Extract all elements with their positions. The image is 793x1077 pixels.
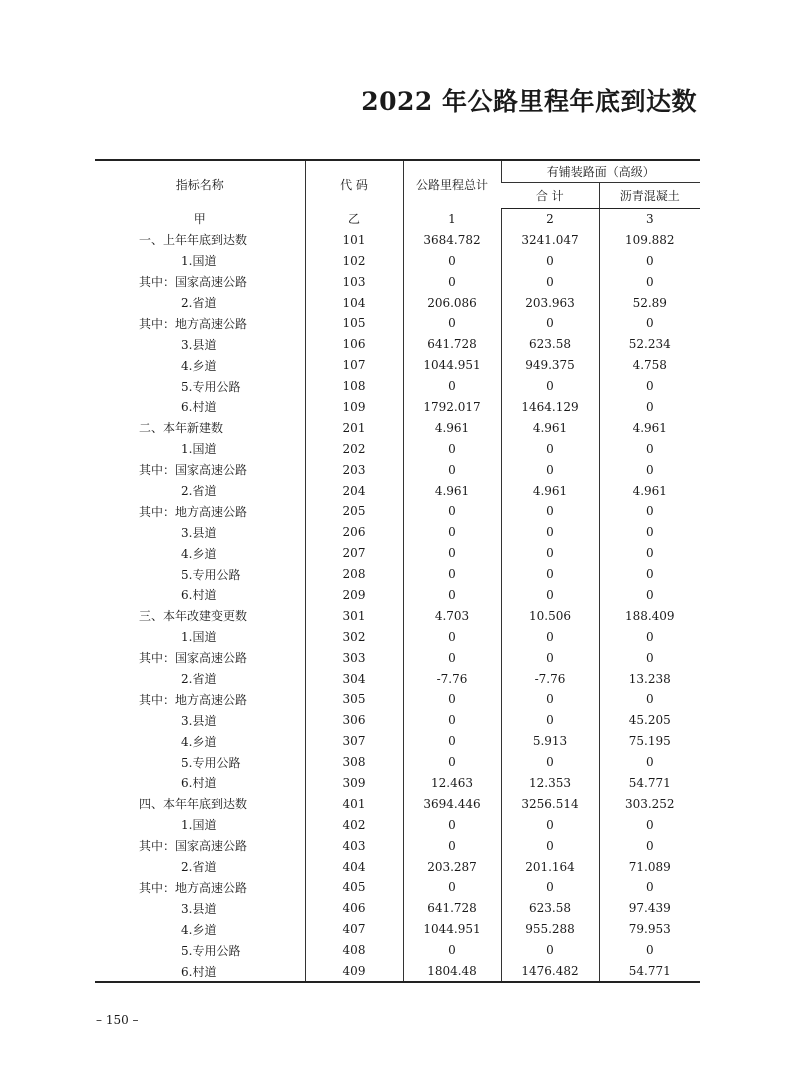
row-code-cell: 102 — [305, 250, 403, 271]
row-asphalt-cell: 4.758 — [599, 355, 700, 376]
row-asphalt-cell: 45.205 — [599, 710, 700, 731]
row-code-cell: 404 — [305, 856, 403, 877]
row-asphalt-cell: 0 — [599, 626, 700, 647]
row-total-cell: 3684.782 — [403, 229, 501, 250]
row-asphalt-cell: 0 — [599, 459, 700, 480]
row-asphalt-cell: 0 — [599, 835, 700, 856]
row-total-cell: 0 — [403, 814, 501, 835]
table-row — [95, 585, 700, 606]
row-asphalt-cell: 54.771 — [599, 961, 700, 983]
table-row — [95, 835, 700, 856]
row-paved-cell: 0 — [501, 626, 599, 647]
page-number: – 150 – — [96, 1013, 139, 1027]
row-name-cell: 3.县道 — [181, 901, 217, 916]
row-name-cell: 6.村道 — [95, 961, 305, 983]
row-asphalt-cell: 75.195 — [599, 731, 700, 752]
header-total: 公路里程总计 — [403, 160, 501, 208]
row-asphalt-cell: 0 — [599, 271, 700, 292]
row-paved-cell: 949.375 — [501, 355, 599, 376]
row-name-cell: 其中：国家高速公路 — [139, 275, 248, 290]
row-name-cell: 4.乡道 — [181, 358, 217, 373]
header-paved-group: 有铺装路面（高级） — [501, 160, 700, 182]
row-name-cell: 6.村道 — [181, 588, 217, 603]
row-total-cell: 1792.017 — [403, 397, 501, 418]
row-asphalt-cell: 0 — [599, 376, 700, 397]
row-total-cell: 0 — [403, 250, 501, 271]
row-total-cell: 203.287 — [403, 856, 501, 877]
row-name-cell: 1.国道 — [181, 818, 217, 833]
row-paved-cell: 201.164 — [501, 856, 599, 877]
row-asphalt-cell: 0 — [599, 689, 700, 710]
row-code-cell: 乙 — [305, 208, 403, 229]
row-paved-cell: 0 — [501, 835, 599, 856]
row-total-cell: 641.728 — [403, 334, 501, 355]
row-total-cell: 0 — [403, 522, 501, 543]
row-code-cell: 409 — [305, 961, 403, 983]
table-row — [95, 334, 700, 355]
row-name-cell: 其中：国家高速公路 — [139, 651, 248, 666]
row-total-cell: 0 — [403, 585, 501, 606]
row-asphalt-cell: 0 — [599, 877, 700, 898]
row-code-cell: 101 — [305, 229, 403, 250]
table-row — [95, 898, 700, 919]
row-code-cell: 109 — [305, 397, 403, 418]
row-paved-cell: 0 — [501, 376, 599, 397]
row-code-cell: 303 — [305, 647, 403, 668]
row-code-cell: 405 — [305, 877, 403, 898]
row-asphalt-cell: 0 — [599, 564, 700, 585]
table-row — [95, 731, 700, 752]
header-code: 代 码 — [305, 160, 403, 208]
table-row — [95, 961, 700, 983]
row-paved-cell: 0 — [501, 689, 599, 710]
row-name-cell: 二、本年新建数 — [139, 421, 224, 436]
row-name-cell: 5.专用公路 — [181, 755, 241, 770]
table-row — [95, 438, 700, 459]
row-total-cell: 0 — [403, 877, 501, 898]
row-total-cell: 4.961 — [403, 480, 501, 501]
table-row — [95, 480, 700, 501]
row-total-cell: -7.76 — [403, 668, 501, 689]
row-asphalt-cell: 52.89 — [599, 292, 700, 313]
row-paved-cell: 0 — [501, 522, 599, 543]
row-total-cell: 3694.446 — [403, 793, 501, 814]
row-name-cell: 其中：地方高速公路 — [139, 880, 248, 895]
row-asphalt-cell: 0 — [599, 397, 700, 418]
row-asphalt-cell: 0 — [599, 522, 700, 543]
row-code-cell: 106 — [305, 334, 403, 355]
table-row — [95, 793, 700, 814]
row-name-cell: 1.国道 — [181, 630, 217, 645]
row-total-cell: 0 — [403, 376, 501, 397]
row-asphalt-cell: 0 — [599, 250, 700, 271]
row-code-cell: 204 — [305, 480, 403, 501]
row-paved-cell: 0 — [501, 459, 599, 480]
table-row — [95, 543, 700, 564]
row-name-cell: 5.专用公路 — [181, 943, 241, 958]
row-total-cell: 206.086 — [403, 292, 501, 313]
row-name-cell: 其中：地方高速公路 — [139, 504, 248, 519]
row-total-cell: 0 — [403, 710, 501, 731]
row-asphalt-cell: 0 — [599, 647, 700, 668]
row-paved-cell: 0 — [501, 752, 599, 773]
row-name-cell: 四、本年年底到达数 — [139, 797, 248, 812]
row-paved-cell: 2 — [501, 208, 599, 229]
row-paved-cell: 0 — [501, 543, 599, 564]
row-name-cell: 6.村道 — [181, 400, 217, 415]
row-paved-cell: 0 — [501, 940, 599, 961]
row-asphalt-cell: 0 — [599, 501, 700, 522]
row-asphalt-cell: 13.238 — [599, 668, 700, 689]
row-total-cell: 0 — [403, 940, 501, 961]
highway-mileage-table — [95, 159, 700, 983]
table-row — [95, 208, 700, 229]
row-name-cell: 4.乡道 — [181, 734, 217, 749]
row-asphalt-cell: 79.953 — [599, 919, 700, 940]
row-paved-cell: 0 — [501, 438, 599, 459]
row-name-cell: 6.村道 — [181, 776, 217, 791]
row-total-cell: 641.728 — [403, 898, 501, 919]
row-code-cell: 203 — [305, 459, 403, 480]
table-row — [95, 417, 700, 438]
row-code-cell: 305 — [305, 689, 403, 710]
header-paved-sum: 合 计 — [501, 182, 599, 208]
row-code-cell: 209 — [305, 585, 403, 606]
table-row — [95, 773, 700, 794]
row-code-cell: 403 — [305, 835, 403, 856]
row-paved-cell: 623.58 — [501, 898, 599, 919]
row-paved-cell: 1464.129 — [501, 397, 599, 418]
table-row — [95, 292, 700, 313]
row-paved-cell: 0 — [501, 313, 599, 334]
row-name-cell: 5.专用公路 — [181, 567, 241, 582]
row-paved-cell: 0 — [501, 647, 599, 668]
row-total-cell: 0 — [403, 313, 501, 334]
row-paved-cell: 3241.047 — [501, 229, 599, 250]
row-name-cell: 5.专用公路 — [181, 379, 241, 394]
table-row — [95, 877, 700, 898]
table-row — [95, 376, 700, 397]
row-total-cell: 0 — [403, 647, 501, 668]
row-code-cell: 401 — [305, 793, 403, 814]
row-asphalt-cell: 52.234 — [599, 334, 700, 355]
row-code-cell: 302 — [305, 626, 403, 647]
table-row — [95, 459, 700, 480]
row-total-cell: 1804.48 — [403, 961, 501, 983]
row-total-cell: 12.463 — [403, 773, 501, 794]
table-row — [95, 564, 700, 585]
table-row — [95, 856, 700, 877]
row-name-cell: 1.国道 — [181, 442, 217, 457]
row-total-cell: 0 — [403, 564, 501, 585]
row-code-cell: 408 — [305, 940, 403, 961]
row-paved-cell: 0 — [501, 501, 599, 522]
row-code-cell: 309 — [305, 773, 403, 794]
row-name-cell: 其中：国家高速公路 — [139, 839, 248, 854]
table-row — [95, 668, 700, 689]
table-row — [95, 752, 700, 773]
page-title: 2022 年公路里程年底到达数 — [361, 87, 697, 116]
row-name-cell: 3.县道 — [181, 337, 217, 352]
row-name-cell: 三、本年改建变更数 — [139, 609, 248, 624]
row-name-cell: 2.省道 — [181, 484, 217, 499]
row-code-cell: 304 — [305, 668, 403, 689]
row-code-cell: 402 — [305, 814, 403, 835]
row-code-cell: 108 — [305, 376, 403, 397]
row-asphalt-cell: 0 — [599, 438, 700, 459]
row-paved-cell: 5.913 — [501, 731, 599, 752]
row-asphalt-cell: 0 — [599, 940, 700, 961]
table-row — [95, 710, 700, 731]
row-paved-cell: 4.961 — [501, 417, 599, 438]
header-asphalt: 沥青混凝土 — [599, 182, 700, 208]
table-row — [95, 522, 700, 543]
row-asphalt-cell: 97.439 — [599, 898, 700, 919]
table-row — [95, 814, 700, 835]
table-row — [95, 313, 700, 334]
row-paved-cell: 0 — [501, 564, 599, 585]
row-asphalt-cell: 4.961 — [599, 480, 700, 501]
row-total-cell: 0 — [403, 501, 501, 522]
row-total-cell: 1 — [403, 208, 501, 229]
row-paved-cell: 12.353 — [501, 773, 599, 794]
row-name-cell: 其中：国家高速公路 — [139, 463, 248, 478]
row-name-cell: 3.县道 — [181, 713, 217, 728]
row-total-cell: 0 — [403, 459, 501, 480]
row-total-cell: 0 — [403, 543, 501, 564]
row-asphalt-cell: 0 — [599, 752, 700, 773]
row-name-cell: 1.国道 — [181, 254, 217, 269]
table-row — [95, 940, 700, 961]
row-name-cell: 4.乡道 — [181, 922, 217, 937]
row-total-cell: 0 — [403, 835, 501, 856]
table-row — [95, 271, 700, 292]
row-asphalt-cell: 0 — [599, 814, 700, 835]
row-name-cell: 其中：地方高速公路 — [139, 692, 248, 707]
row-paved-cell: 1476.482 — [501, 961, 599, 983]
row-asphalt-cell: 109.882 — [599, 229, 700, 250]
row-total-cell: 1044.951 — [403, 355, 501, 376]
row-asphalt-cell: 0 — [599, 585, 700, 606]
row-code-cell: 307 — [305, 731, 403, 752]
row-asphalt-cell: 3 — [599, 208, 700, 229]
row-total-cell: 0 — [403, 271, 501, 292]
table-row — [95, 397, 700, 418]
row-name-cell: 甲 — [193, 212, 206, 227]
row-paved-cell: 955.288 — [501, 919, 599, 940]
row-code-cell: 202 — [305, 438, 403, 459]
row-total-cell: 0 — [403, 438, 501, 459]
row-paved-cell: -7.76 — [501, 668, 599, 689]
row-total-cell: 4.961 — [403, 417, 501, 438]
row-asphalt-cell: 0 — [599, 313, 700, 334]
table-row — [95, 919, 700, 940]
row-total-cell: 0 — [403, 731, 501, 752]
row-paved-cell: 4.961 — [501, 480, 599, 501]
table-row — [95, 626, 700, 647]
row-asphalt-cell: 4.961 — [599, 417, 700, 438]
row-paved-cell: 623.58 — [501, 334, 599, 355]
table-row — [95, 501, 700, 522]
row-name-cell: 4.乡道 — [181, 546, 217, 561]
row-name-cell: 其中：地方高速公路 — [139, 316, 248, 331]
table-body — [95, 208, 700, 982]
row-total-cell: 0 — [403, 689, 501, 710]
table-row — [95, 689, 700, 710]
row-asphalt-cell: 188.409 — [599, 605, 700, 626]
row-name-cell: 2.省道 — [181, 860, 217, 875]
row-total-cell: 4.703 — [403, 605, 501, 626]
table-row — [95, 647, 700, 668]
row-total-cell: 0 — [403, 752, 501, 773]
row-code-cell: 103 — [305, 271, 403, 292]
row-paved-cell: 0 — [501, 710, 599, 731]
row-code-cell: 306 — [305, 710, 403, 731]
row-code-cell: 104 — [305, 292, 403, 313]
row-code-cell: 208 — [305, 564, 403, 585]
row-code-cell: 201 — [305, 417, 403, 438]
row-code-cell: 301 — [305, 605, 403, 626]
row-code-cell: 207 — [305, 543, 403, 564]
row-code-cell: 105 — [305, 313, 403, 334]
row-name-cell: 2.省道 — [181, 672, 217, 687]
row-asphalt-cell: 71.089 — [599, 856, 700, 877]
row-paved-cell: 0 — [501, 877, 599, 898]
row-name-cell: 一、上年年底到达数 — [139, 233, 248, 248]
header-name: 指标名称 — [95, 160, 305, 208]
row-code-cell: 206 — [305, 522, 403, 543]
row-code-cell: 407 — [305, 919, 403, 940]
row-total-cell: 0 — [403, 626, 501, 647]
row-code-cell: 406 — [305, 898, 403, 919]
row-paved-cell: 10.506 — [501, 605, 599, 626]
row-paved-cell: 203.963 — [501, 292, 599, 313]
row-asphalt-cell: 303.252 — [599, 793, 700, 814]
row-paved-cell: 0 — [501, 250, 599, 271]
row-code-cell: 107 — [305, 355, 403, 376]
row-code-cell: 308 — [305, 752, 403, 773]
table-row — [95, 250, 700, 271]
row-total-cell: 1044.951 — [403, 919, 501, 940]
row-paved-cell: 0 — [501, 585, 599, 606]
table-row — [95, 355, 700, 376]
row-name-cell: 3.县道 — [181, 525, 217, 540]
row-asphalt-cell: 54.771 — [599, 773, 700, 794]
row-paved-cell: 0 — [501, 271, 599, 292]
row-asphalt-cell: 0 — [599, 543, 700, 564]
table-row — [95, 605, 700, 626]
row-paved-cell: 3256.514 — [501, 793, 599, 814]
table-row — [95, 229, 700, 250]
row-name-cell: 2.省道 — [181, 296, 217, 310]
row-code-cell: 205 — [305, 501, 403, 522]
row-paved-cell: 0 — [501, 814, 599, 835]
